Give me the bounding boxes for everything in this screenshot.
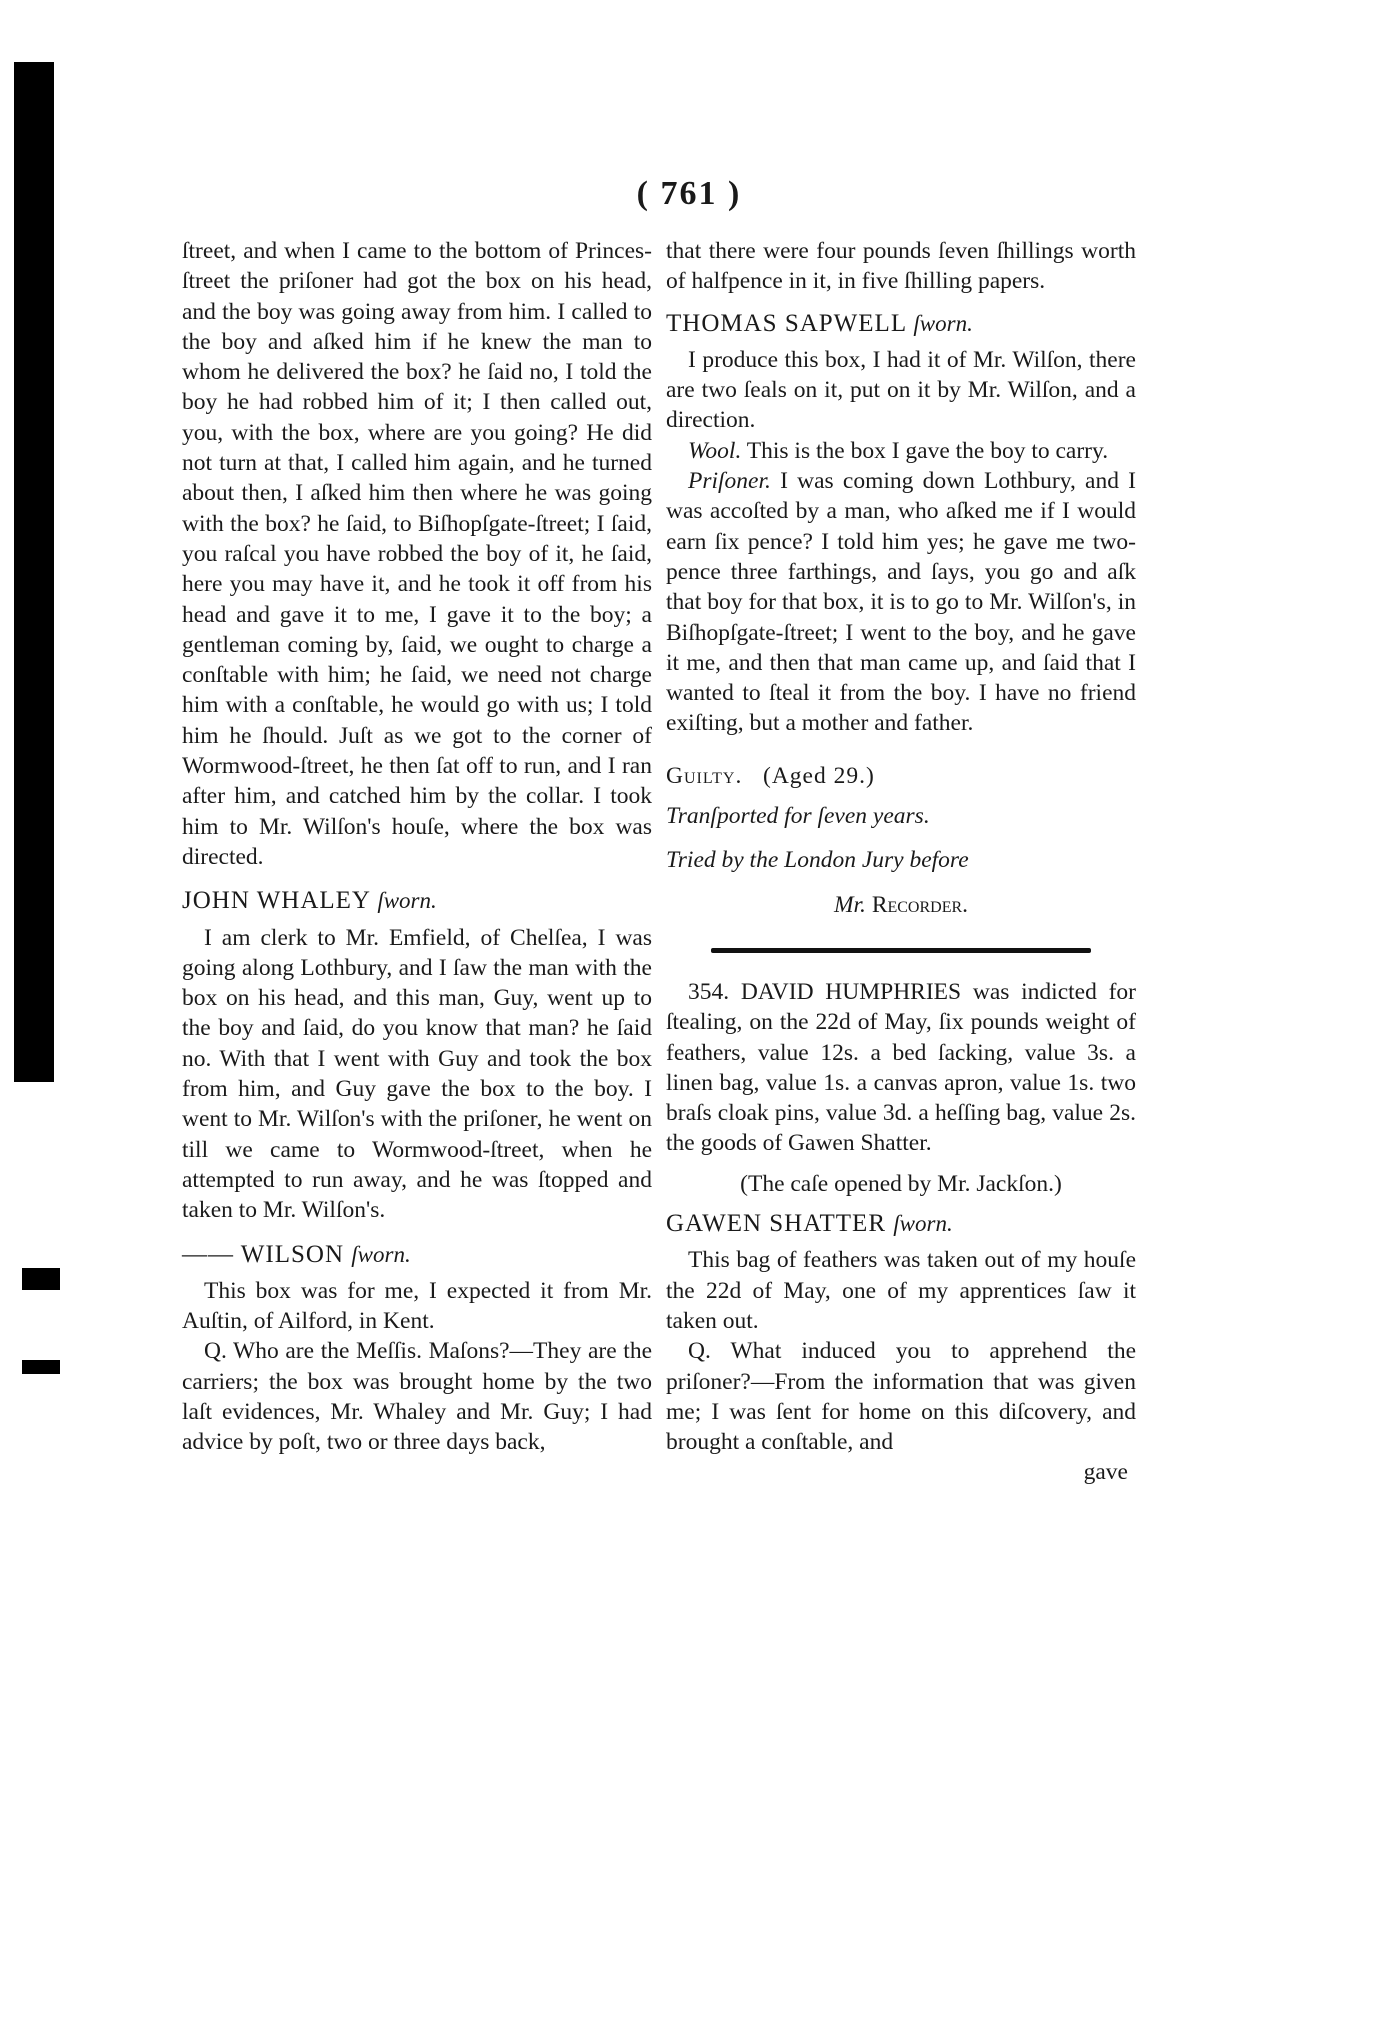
testimony-paragraph: I am clerk to Mr. Emfield, of Chelſea, I was going along Lothbury, and I ſaw the man with the box on his head, and this man, Guy, went up to the boy and ſaid, do you know that man? he ſaid no. With that I went with Guy and took the box from him, and Guy gave the box to the boy. I went to Mr. Wilſon's with the priſoner, he went on till we came to Wormwood-ſtreet, when he attempted to run away, and he was ſtopped and taken to Mr. Wilſon's.	[182, 924, 652, 1224]
witness-name: —— WILSON	[182, 1240, 345, 1268]
verdict: Guilty.	[666, 762, 743, 789]
question-paragraph: Q. What induced you to apprehend the priſoner?—From the information that was given me; I was ſent for home on this diſcovery, and brought a conſtable, and	[666, 1338, 1136, 1456]
page-number: ( 761 )	[636, 175, 742, 212]
speaker-label: Priſoner.	[688, 468, 771, 495]
testimony-paragraph	[666, 436, 1136, 466]
scan-margin-mark	[22, 1268, 60, 1290]
judge-prefix: Mr.	[833, 891, 866, 918]
judge-name: Recorder.	[871, 891, 969, 918]
testimony-paragraph: ſtreet, and when I came to the bottom of Princes-ſtreet the priſoner had got the box on his head, and the boy was going away from him. I called to the boy and aſked him if he knew the man to whom he delivered the box? he ſaid no, I told the boy he had robbed him of it; I then called out, you, with the box, where are you going? He did not turn at that, I called him again, and he turned about then, I aſked him then where he was going with the box? he ſaid, to Biſhopſgate-ſtreet; I ſaid, you raſcal you have robbed the boy of it, he ſaid, here you may have it, and he took it off from his head and gave it to me, I gave it to the boy; a gentleman coming by, ſaid, we ought to charge a conſtable with him; he ſaid, we need not charge him with a conſtable, he would go with us; I told him he ſhould. Juſt as we got to the corner of Wormwood-ſtreet, he then ſat off to run, and I ran after him, and catched him by the collar. I took him to Mr. Wilſon's houſe, where the box was directed.	[182, 238, 652, 870]
section-divider	[711, 948, 1091, 953]
speaker-text: This is the box I gave the boy to carry.	[746, 437, 1109, 464]
sworn-label: ſworn.	[377, 888, 437, 914]
witness-name: JOHN WHALEY	[182, 887, 371, 915]
witness-heading	[666, 1209, 1136, 1239]
witness-heading	[666, 309, 1136, 339]
speaker-label: Wool.	[688, 437, 742, 464]
case-opened-note: (The caſe opened by Mr. Jackſon.)	[740, 1170, 1062, 1197]
testimony-paragraph: that there were four pounds ſeven ſhillings worth of halfpence in it, in five ſhilling papers.	[666, 238, 1136, 295]
speaker-text: I was coming down Lothbury, and I was accoſted by a man, who aſked me if I would earn ſix pence? I told him yes; he gave me two-pence three farthings, and ſays, you go and aſk that boy for that box, it is to go to Mr. Wilſon's, in Biſhopſgate-ſtreet; I went to the boy, and he gave it me, and then that man came up, and ſaid that I wanted to ſteal it from the boy. I have no friend exiſting, but a mother and father.	[666, 468, 1137, 737]
question-paragraph: Q. Who are the Meſſis. Maſons?—They are the carriers; the box was brought home by the two laſt evidences, Mr. Whaley and Mr. Guy; I had advice by poſt, two or three days back,	[182, 1338, 652, 1456]
testimony-paragraph	[666, 466, 1136, 739]
sworn-label: ſworn.	[913, 310, 973, 336]
testimony-paragraph: I produce this box, I had it of Mr. Wilſon, there are two ſeals on it, put on it by Mr. Wilſon, and a direction.	[666, 346, 1136, 434]
judge-line	[666, 890, 1136, 920]
witness-heading	[182, 1240, 652, 1270]
testimony-paragraph: This bag of feathers was taken out of my houſe the 22d of May, one of my apprentices ſaw it taken out.	[666, 1247, 1136, 1334]
sentence: Tranſported for ſeven years.	[666, 803, 930, 830]
prisoner-age: (Aged 29.)	[763, 762, 875, 789]
catchword: gave	[1083, 1459, 1128, 1486]
case-indictment: 354. DAVID HUMPHRIES was indicted for ſtealing, on the 22d of May, ſix pounds weight of feathers, value 12s. a bed ſacking, value 3s. a linen bag, value 1s. a canvas apron, value 1s. two braſs cloak pins, value 3d. a heſſing bag, value 2s. the goods of Gawen Shatter.	[666, 978, 1136, 1157]
scan-edge-bar	[14, 62, 54, 1082]
sworn-label: ſworn.	[351, 1241, 411, 1267]
jury-note: Tried by the London Jury before	[666, 847, 969, 874]
right-column	[666, 236, 1136, 1488]
left-column	[182, 236, 652, 1458]
scan-margin-mark	[22, 1360, 60, 1374]
witness-name: THOMAS SAPWELL	[666, 309, 907, 337]
sworn-label: ſworn.	[893, 1211, 953, 1237]
witness-name: GAWEN SHATTER	[666, 1210, 887, 1238]
verdict-line	[666, 761, 1112, 791]
testimony-paragraph: This box was for me, I expected it from Mr. Auſtin, of Ailford, in Kent.	[182, 1277, 652, 1335]
witness-heading	[182, 886, 652, 916]
